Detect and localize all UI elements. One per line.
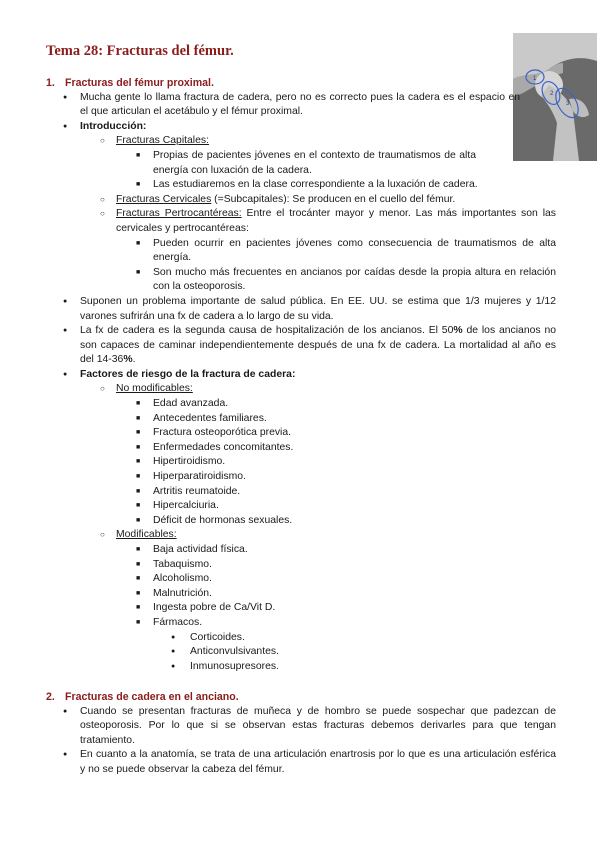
risk-item: Malnutrición. (153, 587, 212, 599)
section-2-bullet: En cuanto a la anatomía, se trata de una articulación enartrosis por lo que es una articulación esférica y no se puede observar la cabeza del fémur. (80, 749, 556, 775)
risk-item: Tabaquismo. (153, 558, 212, 570)
salud-bullet-text: Suponen un problema importante de salud pública. En EE. UU. se estima que 1/3 mujeres y 1/12 varones sufrirán una fx de cadera a lo largo de su vida. (80, 295, 556, 322)
list-item (46, 120, 556, 295)
list-item (153, 660, 556, 675)
risk-item: Déficit de hormonas sexuales. (153, 514, 293, 526)
section-2 (46, 690, 556, 778)
list-item (46, 705, 556, 749)
fracture-types-list-cont (80, 178, 556, 295)
list-item (80, 207, 556, 295)
list-item (80, 178, 556, 193)
risk-item: Fármacos. (153, 616, 203, 628)
list-item (116, 543, 556, 558)
list-item (80, 528, 556, 674)
section-1-number: 1. (46, 77, 55, 89)
intro-bullet-text: Mucha gente lo llama fractura de cadera, pero no es correcto pues la cadera es el espacio en el que articulan el acetábulo y el fémur proximal. (80, 91, 520, 118)
list-item (80, 134, 556, 178)
risk-item: Hiperparatiroidismo. (153, 471, 246, 483)
list-item (46, 91, 520, 120)
drug-item: Corticoides. (190, 631, 245, 643)
riesgo-label: Factores de riesgo de la fractura de cadera: (80, 368, 296, 380)
risk-item: Artritis reumatoide. (153, 485, 241, 497)
list-item (116, 499, 556, 514)
capitales-list-cont (80, 178, 556, 193)
section-1-title: Fracturas del fémur proximal. (65, 77, 214, 89)
pertrocantereas-item: Son mucho más frecuentes en ancianos por caídas desde la propia altura en relación con la osteoporosis. (153, 266, 556, 293)
list-item (116, 514, 556, 529)
drug-item: Inmunosupresores. (190, 660, 279, 672)
modificables-list (116, 543, 556, 674)
risk-item: Ingesta pobre de Ca/Vit D. (153, 602, 276, 614)
list-item (153, 645, 556, 660)
fracture-types-list (80, 134, 556, 178)
list-item (116, 616, 556, 674)
list-item (116, 601, 556, 616)
pertrocantereas-label: Fracturas Pertrocantéreas: (116, 208, 242, 220)
hospital-text-1: La fx de cadera es la segunda causa de hospitalización de los ancianos. El 50 (80, 325, 454, 337)
list-item (116, 266, 556, 295)
section-2-heading (46, 690, 556, 705)
pertrocantereas-list (116, 237, 556, 295)
capitales-item: Las estudiaremos en la clase correspondiente a la luxación de cadera. (153, 179, 478, 191)
section-2-title: Fracturas de cadera en el anciano. (65, 691, 239, 703)
list-item (116, 178, 556, 193)
svg-text:2: 2 (550, 91, 554, 97)
list-item (116, 572, 556, 587)
list-item (116, 237, 556, 266)
modificables-label: Modificables: (116, 529, 177, 541)
hospital-text-2: de los ancianos no son capaces de caminar independientemente después de una fx de cadera. La mortalidad al año es del 14-36 (80, 325, 556, 366)
list-item (116, 441, 556, 456)
risk-item: Hipercalciuria. (153, 500, 219, 512)
list-item (116, 149, 476, 178)
percent-sign: % (123, 354, 133, 366)
capitales-list (116, 149, 476, 178)
risk-item: Antecedentes familiares. (153, 412, 267, 424)
list-item (116, 485, 556, 500)
list-item (116, 470, 556, 485)
list-item (116, 397, 556, 412)
risk-item: Hipertiroidismo. (153, 456, 226, 468)
risk-item: Baja actividad física. (153, 544, 248, 555)
list-item (116, 426, 556, 441)
list-item (116, 412, 556, 427)
risk-item: Enfermedades concomitantes. (153, 441, 294, 453)
section-1-heading (46, 76, 556, 91)
list-item (80, 382, 556, 528)
section-1-list (46, 91, 556, 675)
pertrocantereas-text: Entre el trocánter mayor y menor. Las más importantes son las cervicales y pertrocantéreas: (116, 208, 556, 234)
drug-item: Anticonvulsivantes. (190, 646, 279, 658)
pertrocantereas-item: Pueden ocurrir en pacientes jóvenes como consecuencia de traumatismos de alta energía. (153, 237, 556, 264)
list-item (46, 368, 556, 674)
risk-item: Alcoholismo. (153, 573, 212, 585)
no-modificables-label: No modificables: (116, 383, 193, 395)
risk-item: Edad avanzada. (153, 398, 229, 410)
percent-sign: % (453, 325, 463, 337)
page-title: Tema 28: Fracturas del fémur. (46, 43, 234, 59)
cervicales-text: (=Subcapitales): Se producen en el cuello del fémur. (211, 193, 456, 205)
svg-text:1: 1 (533, 76, 537, 82)
no-modificables-list (116, 397, 556, 528)
cervicales-label: Fracturas Cervicales (116, 193, 212, 205)
section-2-number: 2. (46, 691, 55, 703)
introduccion-label: Introducción: (80, 120, 147, 132)
riesgo-groups (80, 382, 556, 674)
capitales-item: Propias de pacientes jóvenes en el contexto de traumatismos de alta energía con luxación de la cadera. (153, 149, 476, 176)
list-item (116, 558, 556, 573)
section-1 (46, 76, 556, 674)
section-2-bullet: Cuando se presentan fracturas de muñeca y de hombro se puede sospechar que padezcan de osteoporosis. Por lo que si se observan estas fracturas debemos derivarles para que tengan tratamiento. (80, 705, 556, 746)
list-item (46, 748, 556, 777)
list-item (80, 193, 556, 208)
risk-item: Fractura osteoporótica previa. (153, 427, 292, 439)
section-2-list (46, 705, 556, 778)
list-item (116, 587, 556, 602)
hospital-text-3: . (132, 354, 136, 366)
list-item (46, 295, 556, 324)
list-item (46, 324, 556, 368)
svg-text:3: 3 (566, 101, 570, 107)
list-item (116, 455, 556, 470)
farmacos-list (153, 631, 556, 675)
capitales-label: Fracturas Capitales: (116, 135, 209, 147)
list-item (153, 631, 556, 646)
